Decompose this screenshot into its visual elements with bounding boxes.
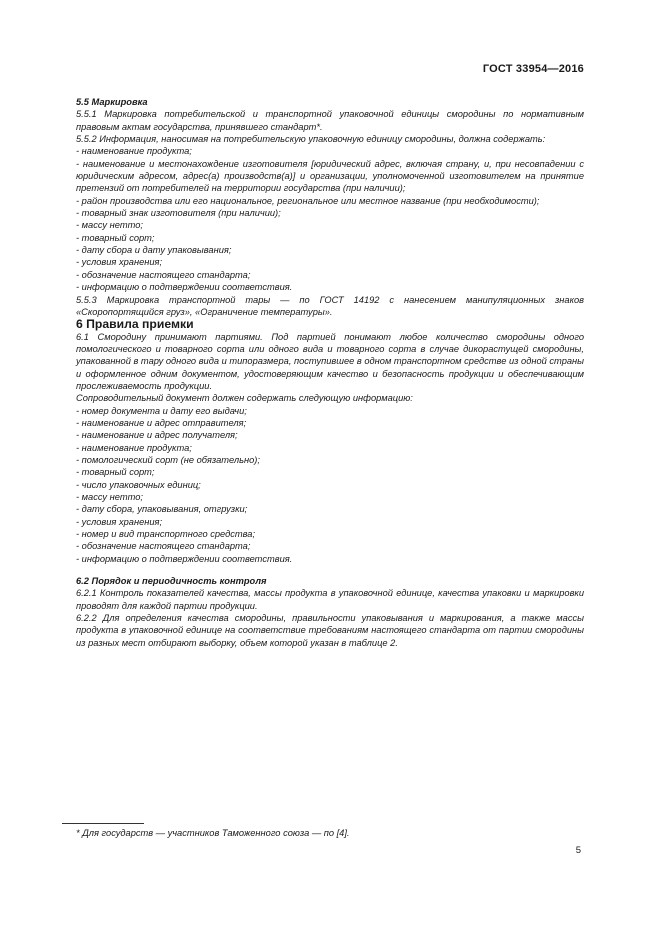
list-item: - наименование и адрес получателя;	[76, 430, 238, 441]
section-6-title: 6 Правила приемки	[76, 317, 194, 332]
list-item: - товарный сорт;	[76, 467, 155, 478]
paragraph-6-2-1: 6.2.1 Контроль показателей качества, массы продукта в упаковочной единице, качества упаковки и маркировки проводят для каждой партии продукции.	[76, 588, 584, 611]
list-item: - номер документа и дату его выдачи;	[76, 405, 247, 416]
section-6-2-title: 6.2 Порядок и периодичность контроля	[76, 576, 267, 587]
paragraph-6-1: 6.1 Смородину принимают партиями. Под партией понимают любое количество смородины одного помологического и товарного сорта или одного вида и товарного сорта в случае дикорастущей смородины, упакованной в тару одного вида и типоразмера, поступившее в одном транспортном средстве из одной страны и оформленное одним документом, удостоверяющим качество и безопасность продукции и обеспечивающим прослеживаемость продукции.	[76, 331, 584, 391]
list-item: - условия хранения;	[76, 257, 163, 268]
list-item: - условия хранения;	[76, 516, 163, 527]
list-item: - товарный знак изготовителя (при наличии);	[76, 208, 281, 219]
list-item: - дату сбора, упаковывания, отгрузки;	[76, 504, 248, 515]
list-item: - обозначение настоящего стандарта;	[76, 269, 251, 280]
list-item: - информацию о подтверждении соответствия.	[76, 282, 293, 293]
footnote: * Для государств — участников Таможенного союза — по [4].	[76, 828, 350, 838]
list-item: - наименование продукта;	[76, 442, 192, 453]
list-item: - номер и вид транспортного средства;	[76, 529, 256, 540]
document-body	[76, 96, 584, 649]
paragraph-5-5-1: 5.5.1 Маркировка потребительской и транспортной упаковочной единицы смородины по нормативным правовым актам государства, принявшего стандарт*.	[76, 109, 584, 132]
list-item: - массу нетто;	[76, 492, 143, 502]
list-item: - число упаковочных единиц;	[76, 479, 201, 490]
list-item: - район производства или его национальное, региональное или местное название (при необходимости);	[76, 195, 540, 206]
paragraph-5-5-3: 5.5.3 Маркировка транспортной тары — по ГОСТ 14192 с нанесением манипуляционных знаков «Скоропортящийся груз», «Ограничение температуры».	[76, 294, 584, 317]
list-item: - дату сбора и дату упаковывания;	[76, 245, 232, 256]
footnote-divider	[62, 823, 144, 824]
paragraph-5-5-2: 5.5.2 Информация, наносимая на потребительскую упаковочную единицу смородины, должна содержать:	[76, 134, 546, 145]
list-item: - массу нетто;	[76, 220, 143, 231]
list-item: - наименование и местонахождение изготовителя [юридический адрес, включая страну, и, при несовпадении с юридическим адресом, адрес(а) производств(а)] и организации, уполномоченной изготовителем на принятие претензий от потребителей на территории государства (при наличии);	[76, 158, 584, 194]
list-item: - информацию о подтверждении соответствия.	[76, 553, 293, 564]
list-item: - наименование и адрес отправителя;	[76, 417, 247, 428]
paragraph-accompanying-doc: Сопроводительный документ должен содержать следующую информацию:	[76, 393, 413, 404]
document-info-list	[76, 405, 584, 565]
standard-code: ГОСТ 33954—2016	[482, 63, 584, 75]
paragraph-6-2-2: 6.2.2 Для определения качества смородины, правильности упаковывания и маркирования, а также массы продукта в упаковочной единице на соответствие требованиям настоящего стандарта от партии смородины из разных мест отбирают выборку, объем которой указан в таблице 2.	[76, 613, 584, 648]
section-5-5-title: 5.5 Маркировка	[76, 97, 148, 107]
page-number: 5	[575, 845, 581, 856]
marking-list	[76, 145, 584, 293]
list-item: - наименование продукта;	[76, 146, 192, 157]
list-item: - товарный сорт;	[76, 232, 155, 243]
list-item: - помологический сорт (не обязательно);	[76, 454, 260, 465]
list-item: - обозначение настоящего стандарта;	[76, 541, 251, 552]
